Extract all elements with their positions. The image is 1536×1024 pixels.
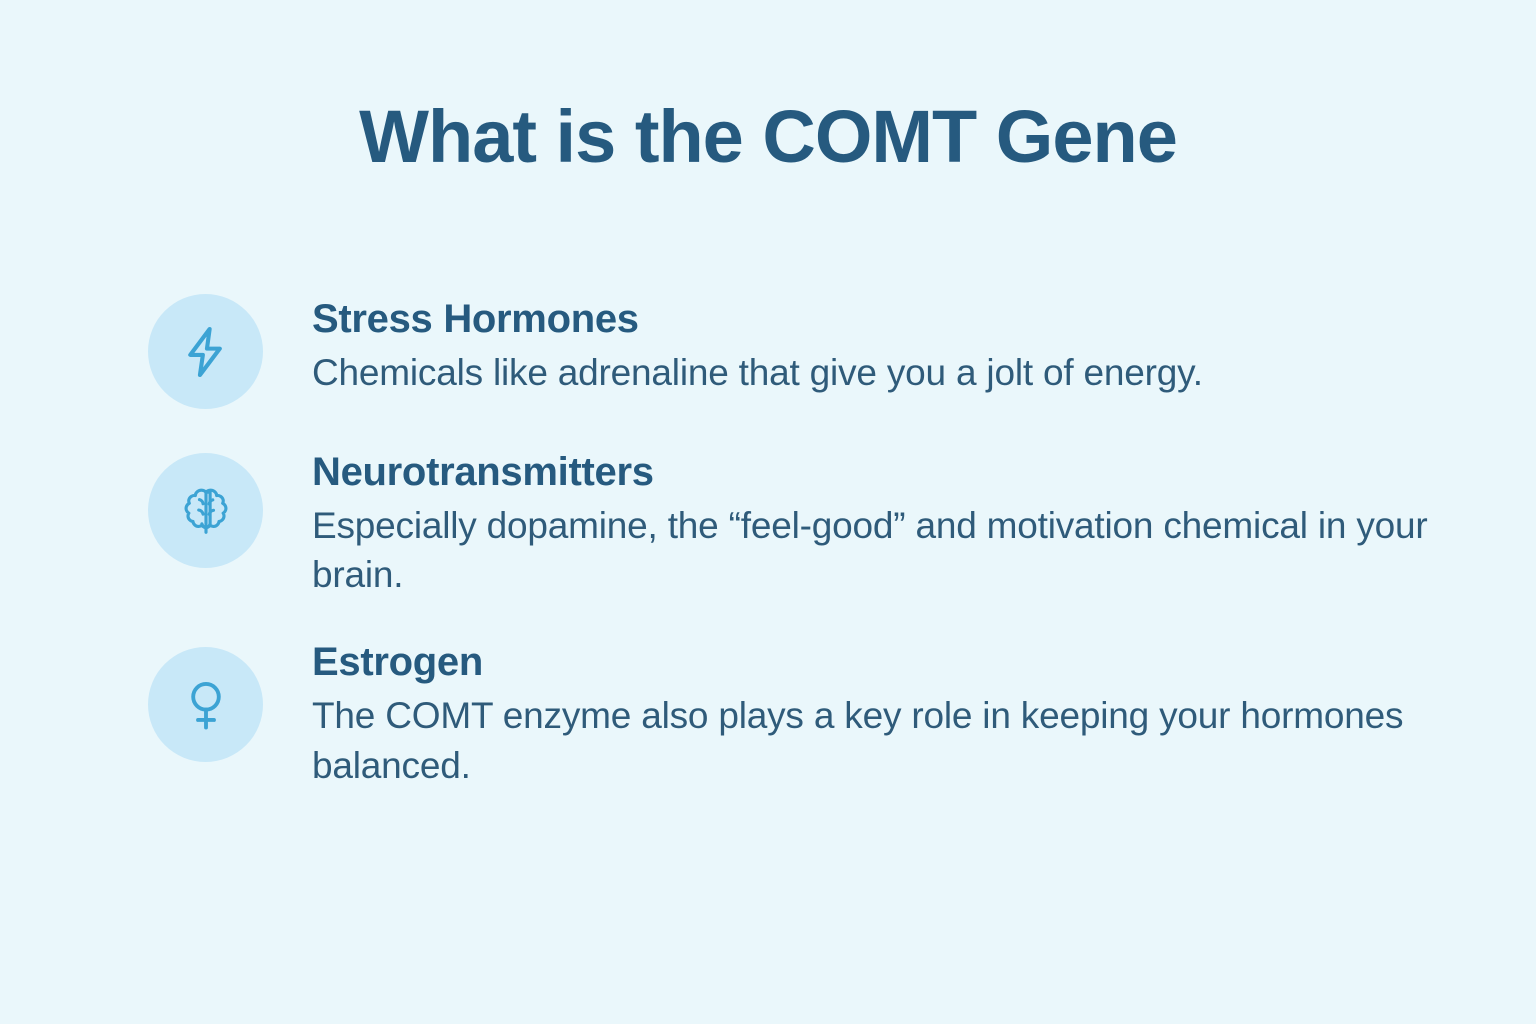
list-item-title: Stress Hormones — [312, 297, 639, 341]
list-item-description: Chemicals like adrenaline that give you a jolt of energy. — [312, 352, 1203, 393]
icon-bubble — [148, 647, 263, 762]
list-item-title: Estrogen — [312, 640, 483, 685]
list-item-text — [263, 633, 1438, 789]
page-title: What is the COMT Gene — [359, 95, 1177, 178]
lightning-bolt-icon — [177, 323, 235, 381]
list-item-title: Neurotransmitters — [312, 450, 654, 494]
icon-bubble — [148, 453, 263, 568]
feature-list — [148, 290, 1438, 824]
list-item-description: The COMT enzyme also plays a key role in keeping your hormones balanced. — [312, 695, 1404, 786]
brain-icon — [177, 482, 235, 540]
list-item — [148, 290, 1438, 409]
icon-bubble — [148, 294, 263, 409]
list-item — [148, 443, 1438, 599]
list-item — [148, 633, 1438, 789]
list-item-text — [263, 443, 1438, 599]
list-item-description: Especially dopamine, the “feel-good” and motivation chemical in your brain. — [312, 505, 1428, 596]
list-item-text — [263, 290, 1438, 397]
female-venus-symbol-icon — [177, 676, 235, 734]
